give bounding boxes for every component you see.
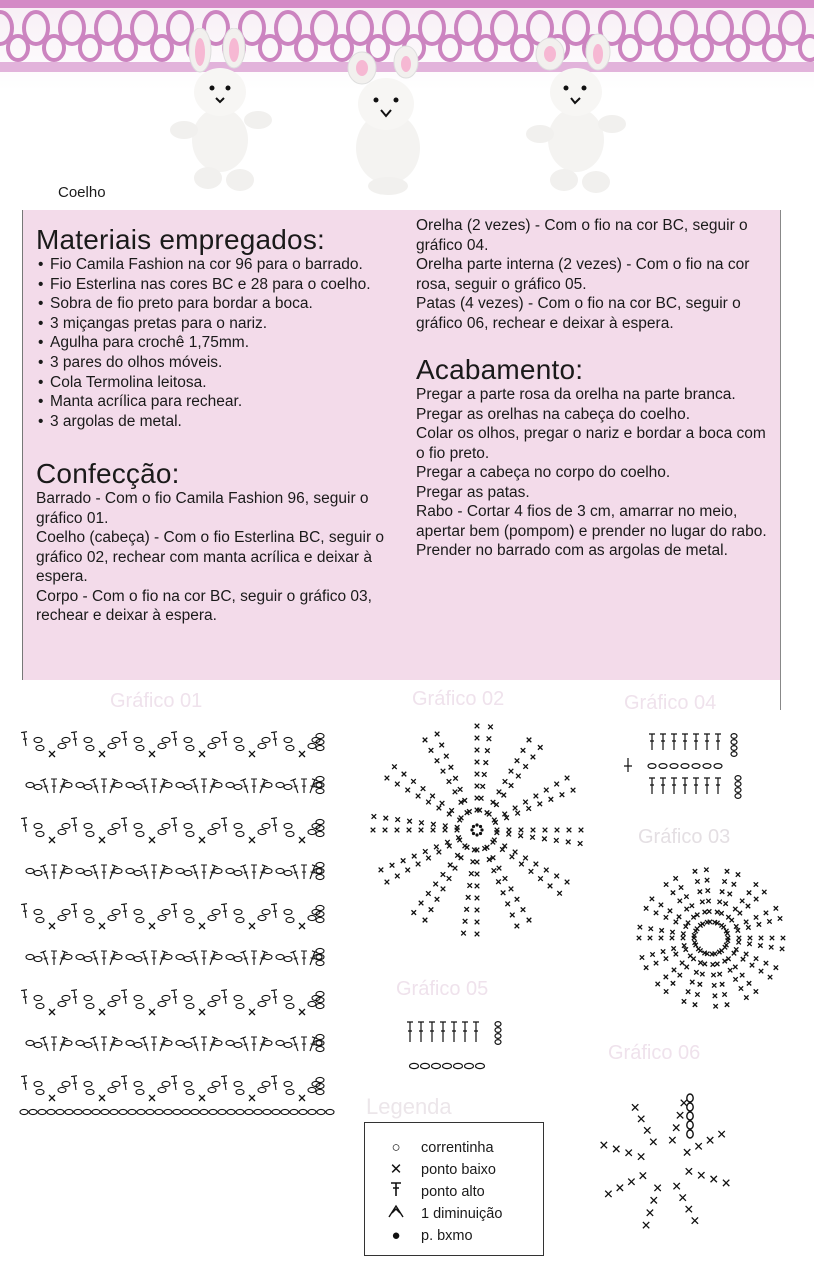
materials-list — [36, 255, 406, 431]
chain-stitch-icon: ○ — [391, 1139, 401, 1156]
column-divider — [780, 210, 781, 710]
list-item: • Agulha para crochê 1,75mm. — [36, 333, 406, 353]
legend-box — [364, 1122, 544, 1256]
acabamento-paragraph: Rabo - Cortar 4 fios de 3 cm, amarrar no meio, apertar bem (pompom) e prender no lugar do rabo. Prender no barrado com as argolas de metal. — [416, 503, 767, 559]
legend-row — [365, 1203, 543, 1225]
chart-title-04: Gráfico 04 — [624, 692, 717, 714]
legend-row — [365, 1181, 543, 1203]
confeccao-paragraph: Orelha parte interna (2 vezes) - Com o fio na cor rosa, seguir o gráfico 05. — [416, 256, 750, 293]
legend-row — [365, 1159, 543, 1181]
materials-title: Materiais empregados: — [36, 224, 325, 255]
chart-05-inner-ear — [404, 1016, 514, 1074]
right-column — [416, 216, 776, 561]
chart-01-lace-pattern — [18, 724, 338, 1122]
acabamento-paragraph: Pregar as patas. — [416, 483, 530, 501]
list-item: • 3 argolas de metal. — [36, 412, 406, 432]
list-item: • Fio Esterlina nas cores BC e 28 para o coelho. — [36, 275, 406, 295]
slip-stitch-icon: ● — [391, 1227, 401, 1244]
chart-title-03: Gráfico 03 — [638, 826, 731, 848]
acabamento-title: Acabamento: — [416, 354, 584, 385]
legend-label: p. bxmo — [421, 1228, 473, 1244]
list-item: • Manta acrílica para rechear. — [36, 392, 406, 412]
legend-title: Legenda — [366, 1094, 452, 1119]
confeccao-paragraph: Barrado - Com o fio Camila Fashion 96, seguir o gráfico 01. — [36, 490, 369, 527]
legend-row — [365, 1137, 543, 1159]
confeccao-paragraph: Orelha (2 vezes) - Com o fio na cor BC, seguir o gráfico 04. — [416, 217, 748, 254]
chart-02-head — [352, 720, 602, 960]
list-item: • Fio Camila Fashion na cor 96 para o barrado. — [36, 255, 406, 275]
acabamento-paragraph: Pregar as orelhas na cabeça do coelho. — [416, 405, 691, 423]
list-item: • 3 miçangas pretas para o nariz. — [36, 314, 406, 334]
chart-04-ear — [618, 728, 748, 800]
acabamento-paragraph: Pregar a parte rosa da orelha na parte branca. — [416, 386, 736, 403]
decrease-icon — [385, 1203, 407, 1225]
bunny-photo-right — [520, 30, 640, 200]
acabamento-paragraph: Colar os olhos, pregar o nariz e bordar a boca com o fio preto. — [416, 425, 766, 462]
chart-title-01: Gráfico 01 — [110, 690, 203, 712]
list-item: • Sobra de fio preto para bordar a boca. — [36, 294, 406, 314]
photo-caption: Coelho — [58, 184, 106, 201]
list-item: • 3 pares do olhos móveis. — [36, 353, 406, 373]
chart-06-paws — [580, 1082, 750, 1252]
legend-label: 1 diminuição — [421, 1206, 503, 1222]
legend-row — [365, 1225, 543, 1247]
confeccao-paragraph: Coelho (cabeça) - Com o fio Esterlina BC, seguir o gráfico 02, rechear com manta acrílica e deixar à espera. — [36, 529, 385, 586]
acabamento-paragraph: Pregar a cabeça no corpo do coelho. — [416, 464, 671, 481]
confeccao-title: Confecção: — [36, 458, 180, 490]
list-item: • Cola Termolina leitosa. — [36, 373, 406, 393]
chart-title-05: Gráfico 05 — [396, 978, 489, 1000]
legend-label: correntinha — [421, 1140, 494, 1156]
single-crochet-icon: ✕ — [389, 1161, 403, 1178]
chart-title-02: Gráfico 02 — [412, 688, 505, 710]
confeccao-paragraph: Corpo - Com o fio na cor BC, seguir o gráfico 03, rechear e deixar à espera. — [36, 587, 372, 625]
legend-label: ponto alto — [421, 1184, 485, 1200]
double-crochet-icon — [385, 1181, 407, 1204]
left-column — [36, 225, 406, 626]
bunny-photo-left — [160, 28, 280, 198]
chart-title-06: Gráfico 06 — [608, 1042, 701, 1064]
confeccao-paragraph: Patas (4 vezes) - Com o fio na cor BC, seguir o gráfico 06, rechear e deixar à espera. — [416, 295, 741, 332]
chart-03-body — [616, 858, 806, 1028]
bunny-photo-middle — [330, 40, 450, 200]
legend-label: ponto baixo — [421, 1162, 496, 1178]
